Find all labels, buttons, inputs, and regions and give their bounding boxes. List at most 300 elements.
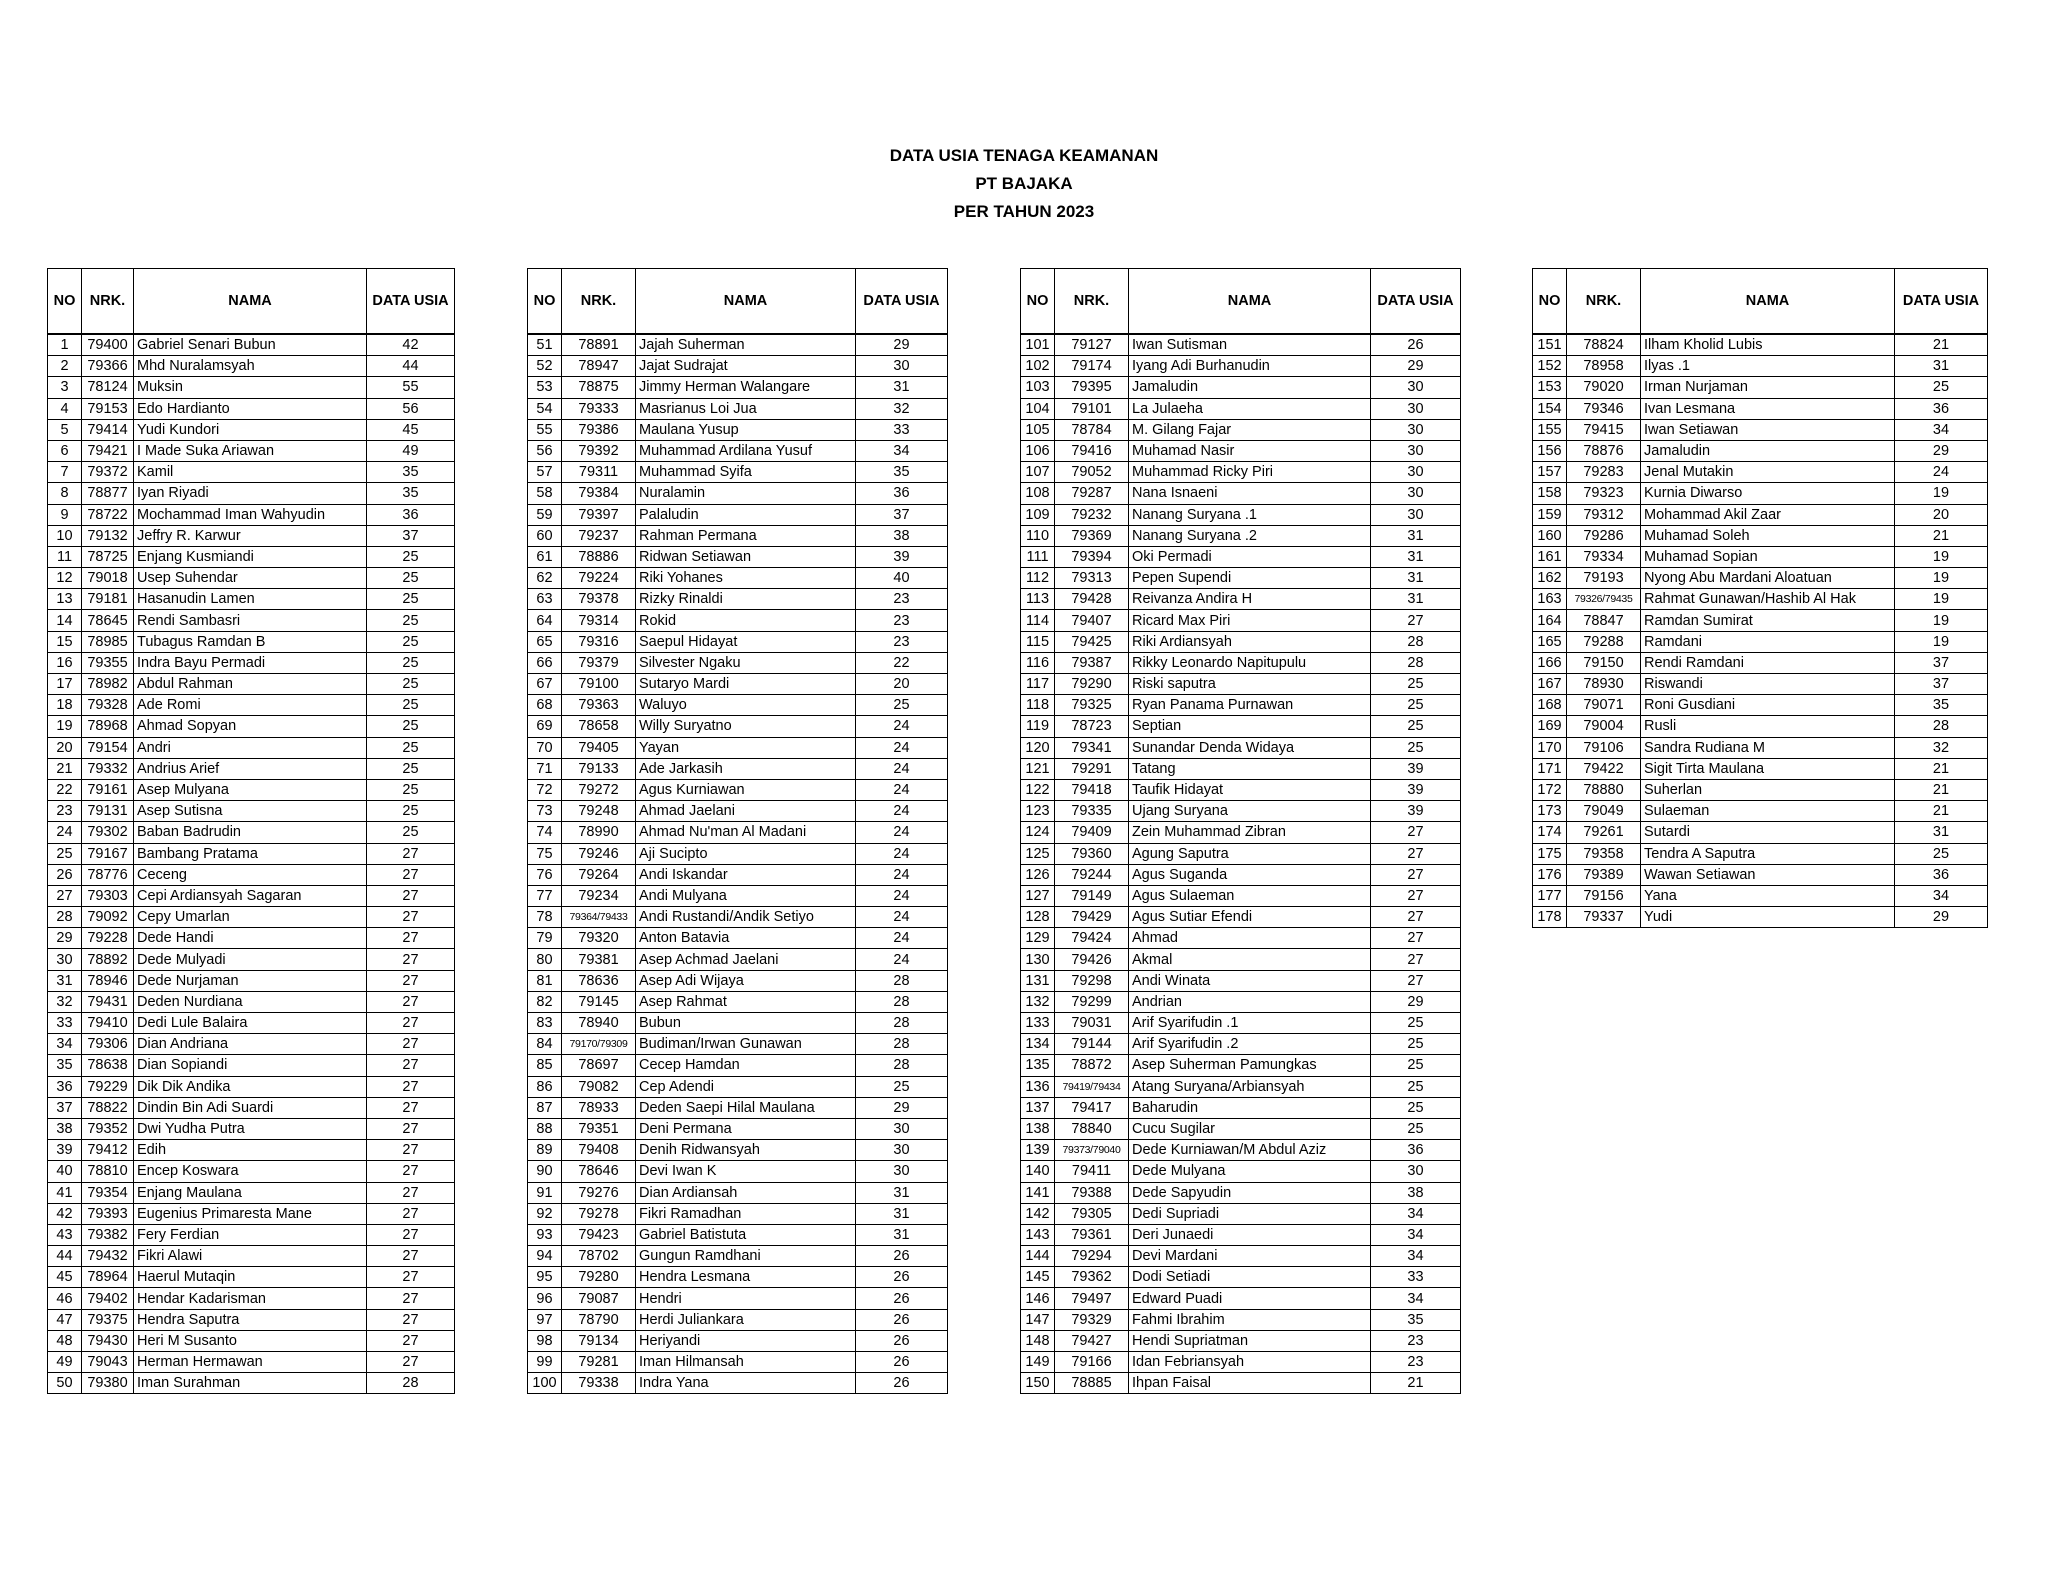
header-no: NO (1533, 269, 1567, 335)
row-nama: Edward Puadi (1129, 1288, 1371, 1309)
row-usia: 31 (856, 1203, 948, 1224)
table-row (48, 377, 455, 398)
row-nama: Muhammad Ardilana Yusuf (636, 440, 856, 461)
table-row (528, 1352, 948, 1373)
table-row (528, 758, 948, 779)
table-row (1021, 398, 1461, 419)
row-nama: Riki Yohanes (636, 568, 856, 589)
row-no: 149 (1021, 1352, 1055, 1373)
row-nrk: 78810 (82, 1161, 134, 1182)
row-no: 5 (48, 419, 82, 440)
row-usia: 24 (856, 949, 948, 970)
row-nama: Aji Sucipto (636, 843, 856, 864)
row-nama: Tubagus Ramdan B (134, 631, 367, 652)
row-usia: 25 (367, 779, 455, 800)
row-usia: 39 (1371, 758, 1461, 779)
row-usia: 28 (1895, 716, 1988, 737)
row-nama: Deden Nurdiana (134, 991, 367, 1012)
row-usia: 39 (1371, 801, 1461, 822)
row-nrk: 79418 (1055, 779, 1129, 800)
row-usia: 30 (1371, 398, 1461, 419)
row-nama: Ahmad Sopyan (134, 716, 367, 737)
row-nrk: 79305 (1055, 1203, 1129, 1224)
row-nrk: 79052 (1055, 462, 1129, 483)
row-usia: 27 (367, 1055, 455, 1076)
table-row (528, 695, 948, 716)
header-nama: NAMA (134, 269, 367, 335)
row-nama: Hendi Supriatman (1129, 1330, 1371, 1351)
table-row (1533, 356, 1988, 377)
row-usia: 39 (856, 546, 948, 567)
row-no: 12 (48, 568, 82, 589)
table-row (1021, 1330, 1461, 1351)
row-nrk: 79497 (1055, 1288, 1129, 1309)
row-no: 72 (528, 779, 562, 800)
row-nrk: 79287 (1055, 483, 1129, 504)
row-usia: 28 (1371, 652, 1461, 673)
table-row (528, 928, 948, 949)
row-nrk: 79402 (82, 1288, 134, 1309)
table-row (48, 462, 455, 483)
row-nama: Yana (1641, 885, 1895, 906)
row-nama: Asep Sutisna (134, 801, 367, 822)
row-nrk: 79299 (1055, 991, 1129, 1012)
header-nrk: NRK. (82, 269, 134, 335)
row-no: 83 (528, 1013, 562, 1034)
row-nama: Kurnia Diwarso (1641, 483, 1895, 504)
table-row (1021, 377, 1461, 398)
row-no: 169 (1533, 716, 1567, 737)
table-row (528, 398, 948, 419)
row-usia: 25 (1371, 716, 1461, 737)
row-nrk: 78824 (1567, 334, 1641, 356)
row-nrk: 78968 (82, 716, 134, 737)
row-nama: Jamaludin (1129, 377, 1371, 398)
row-nama: Enjang Maulana (134, 1182, 367, 1203)
row-no: 53 (528, 377, 562, 398)
row-no: 65 (528, 631, 562, 652)
table-row (1533, 525, 1988, 546)
row-nama: Muhammad Ricky Piri (1129, 462, 1371, 483)
row-usia: 37 (856, 504, 948, 525)
row-nrk: 79100 (562, 674, 636, 695)
row-nrk: 79313 (1055, 568, 1129, 589)
row-nama: Asep Rahmat (636, 991, 856, 1012)
table-row (48, 949, 455, 970)
row-usia: 27 (367, 1309, 455, 1330)
row-nama: Rahman Permana (636, 525, 856, 546)
row-usia: 27 (367, 949, 455, 970)
row-nrk: 79414 (82, 419, 134, 440)
row-no: 37 (48, 1097, 82, 1118)
row-nrk: 79364/79433 (562, 907, 636, 928)
row-nrk: 78872 (1055, 1055, 1129, 1076)
table-row (528, 546, 948, 567)
table-row (48, 504, 455, 525)
row-no: 15 (48, 631, 82, 652)
row-nama: Palaludin (636, 504, 856, 525)
table-row (528, 483, 948, 504)
row-no: 114 (1021, 610, 1055, 631)
table-row (1021, 1034, 1461, 1055)
row-nrk: 79382 (82, 1224, 134, 1245)
row-no: 105 (1021, 419, 1055, 440)
row-nrk: 79409 (1055, 822, 1129, 843)
table-row (528, 356, 948, 377)
row-nama: Fikri Alawi (134, 1246, 367, 1267)
row-nama: Yayan (636, 737, 856, 758)
row-nrk: 79430 (82, 1330, 134, 1351)
row-no: 64 (528, 610, 562, 631)
row-nrk: 78638 (82, 1055, 134, 1076)
table-row (1533, 546, 1988, 567)
row-nama: Rokid (636, 610, 856, 631)
row-nrk: 78697 (562, 1055, 636, 1076)
row-nama: Agus Sutiar Efendi (1129, 907, 1371, 928)
row-no: 177 (1533, 885, 1567, 906)
row-nama: M. Gilang Fajar (1129, 419, 1371, 440)
table-row (1021, 1076, 1461, 1097)
row-usia: 27 (1371, 864, 1461, 885)
row-nama: Iman Hilmansah (636, 1352, 856, 1373)
row-nrk: 78958 (1567, 356, 1641, 377)
row-nrk: 79082 (562, 1076, 636, 1097)
row-usia: 30 (856, 356, 948, 377)
row-nrk: 79392 (562, 440, 636, 461)
row-usia: 31 (1371, 589, 1461, 610)
row-no: 159 (1533, 504, 1567, 525)
row-nrk: 79425 (1055, 631, 1129, 652)
row-nama: Riski saputra (1129, 674, 1371, 695)
row-usia: 49 (367, 440, 455, 461)
header-nama: NAMA (1129, 269, 1371, 335)
row-usia: 24 (856, 864, 948, 885)
row-no: 111 (1021, 546, 1055, 567)
row-nrk: 78933 (562, 1097, 636, 1118)
table-row (1021, 504, 1461, 525)
row-usia: 30 (1371, 377, 1461, 398)
row-nrk: 79354 (82, 1182, 134, 1203)
table-row (528, 1203, 948, 1224)
table-row (528, 525, 948, 546)
row-nrk: 79355 (82, 652, 134, 673)
row-nrk: 79411 (1055, 1161, 1129, 1182)
table-row (48, 1288, 455, 1309)
row-nama: Dodi Setiadi (1129, 1267, 1371, 1288)
row-usia: 23 (1371, 1330, 1461, 1351)
row-no: 101 (1021, 334, 1055, 356)
row-usia: 34 (1371, 1288, 1461, 1309)
row-usia: 30 (1371, 440, 1461, 461)
row-nrk: 79428 (1055, 589, 1129, 610)
table-row (1021, 1267, 1461, 1288)
row-no: 166 (1533, 652, 1567, 673)
row-no: 31 (48, 970, 82, 991)
row-nrk: 79412 (82, 1140, 134, 1161)
row-nrk: 79288 (1567, 631, 1641, 652)
row-usia: 37 (1895, 674, 1988, 695)
row-usia: 25 (367, 674, 455, 695)
row-nrk: 79325 (1055, 695, 1129, 716)
row-nrk: 78885 (1055, 1373, 1129, 1394)
row-usia: 22 (856, 652, 948, 673)
row-nrk: 78645 (82, 610, 134, 631)
table-row (1533, 779, 1988, 800)
row-nrk: 78880 (1567, 779, 1641, 800)
table-row (48, 928, 455, 949)
row-usia: 37 (367, 525, 455, 546)
table-row (48, 1330, 455, 1351)
header-usia: DATA USIA (1895, 269, 1988, 335)
row-no: 52 (528, 356, 562, 377)
row-nama: Riswandi (1641, 674, 1895, 695)
table-row (1021, 843, 1461, 864)
row-nrk: 79092 (82, 907, 134, 928)
table-row (1021, 1140, 1461, 1161)
row-nama: Ramdani (1641, 631, 1895, 652)
row-no: 18 (48, 695, 82, 716)
row-nrk: 79427 (1055, 1330, 1129, 1351)
row-usia: 21 (1371, 1373, 1461, 1394)
row-nama: Dede Kurniawan/M Abdul Aziz (1129, 1140, 1371, 1161)
table-row (528, 970, 948, 991)
row-nama: Muhammad Syifa (636, 462, 856, 483)
row-usia: 31 (1371, 568, 1461, 589)
table-row (1021, 1182, 1461, 1203)
row-usia: 26 (856, 1267, 948, 1288)
row-no: 45 (48, 1267, 82, 1288)
row-no: 109 (1021, 504, 1055, 525)
row-usia: 23 (856, 631, 948, 652)
row-usia: 27 (367, 1034, 455, 1055)
row-nama: Gabriel Batistuta (636, 1224, 856, 1245)
row-usia: 37 (1895, 652, 1988, 673)
header-nrk: NRK. (1055, 269, 1129, 335)
row-nama: Herdi Juliankara (636, 1309, 856, 1330)
row-no: 160 (1533, 525, 1567, 546)
row-no: 121 (1021, 758, 1055, 779)
row-no: 107 (1021, 462, 1055, 483)
table-row (1533, 737, 1988, 758)
row-usia: 28 (856, 1055, 948, 1076)
row-no: 157 (1533, 462, 1567, 483)
row-nama: Ceceng (134, 864, 367, 885)
row-nrk: 79278 (562, 1203, 636, 1224)
row-no: 145 (1021, 1267, 1055, 1288)
row-nrk: 79373/79040 (1055, 1140, 1129, 1161)
row-no: 92 (528, 1203, 562, 1224)
data-table-4 (1532, 268, 1988, 928)
table-row (1021, 695, 1461, 716)
row-nama: Sandra Rudiana M (1641, 737, 1895, 758)
row-usia: 39 (1371, 779, 1461, 800)
row-nrk: 79431 (82, 991, 134, 1012)
row-nama: Heri M Susanto (134, 1330, 367, 1351)
row-no: 115 (1021, 631, 1055, 652)
row-nrk: 78875 (562, 377, 636, 398)
row-nrk: 79378 (562, 589, 636, 610)
table-row (48, 779, 455, 800)
table-row (528, 1055, 948, 1076)
row-usia: 25 (1895, 377, 1988, 398)
row-nama: Asep Mulyana (134, 779, 367, 800)
row-no: 122 (1021, 779, 1055, 800)
row-no: 146 (1021, 1288, 1055, 1309)
row-nama: Dede Mulyana (1129, 1161, 1371, 1182)
row-nama: Tatang (1129, 758, 1371, 779)
row-no: 96 (528, 1288, 562, 1309)
table-row (1533, 589, 1988, 610)
row-no: 76 (528, 864, 562, 885)
row-nama: Kamil (134, 462, 367, 483)
row-nama: Cucu Sugilar (1129, 1118, 1371, 1139)
row-nama: Enjang Kusmiandi (134, 546, 367, 567)
row-no: 28 (48, 907, 82, 928)
row-nama: Septian (1129, 716, 1371, 737)
row-nama: Andrian (1129, 991, 1371, 1012)
row-nrk: 79149 (1055, 885, 1129, 906)
row-no: 85 (528, 1055, 562, 1076)
row-nama: Agung Saputra (1129, 843, 1371, 864)
table-row (1021, 737, 1461, 758)
row-nama: Iyan Riyadi (134, 483, 367, 504)
row-usia: 27 (1371, 822, 1461, 843)
table-row (48, 652, 455, 673)
row-usia: 27 (367, 1224, 455, 1245)
table-row (48, 822, 455, 843)
row-nrk: 79311 (562, 462, 636, 483)
row-nama: Mochammad Iman Wahyudin (134, 504, 367, 525)
row-nrk: 79228 (82, 928, 134, 949)
row-nrk: 79154 (82, 737, 134, 758)
row-no: 155 (1533, 419, 1567, 440)
row-usia: 27 (1371, 610, 1461, 631)
row-usia: 27 (367, 885, 455, 906)
row-nama: Dwi Yudha Putra (134, 1118, 367, 1139)
row-nrk: 78723 (1055, 716, 1129, 737)
row-usia: 27 (1371, 949, 1461, 970)
row-nrk: 79386 (562, 419, 636, 440)
row-nama: Andi Rustandi/Andik Setiyo (636, 907, 856, 928)
row-usia: 24 (856, 779, 948, 800)
table-row (528, 652, 948, 673)
table-row (48, 991, 455, 1012)
row-nama: Agus Sulaeman (1129, 885, 1371, 906)
row-no: 26 (48, 864, 82, 885)
row-no: 178 (1533, 907, 1567, 928)
table-row (48, 610, 455, 631)
row-nama: Yudi (1641, 907, 1895, 928)
row-nama: Ahmad (1129, 928, 1371, 949)
header-nama: NAMA (636, 269, 856, 335)
row-nama: Hasanudin Lamen (134, 589, 367, 610)
row-nrk: 79379 (562, 652, 636, 673)
row-no: 170 (1533, 737, 1567, 758)
row-no: 130 (1021, 949, 1055, 970)
row-nrk: 79298 (1055, 970, 1129, 991)
table-row (1533, 377, 1988, 398)
row-nrk: 79244 (1055, 864, 1129, 885)
table-row (48, 525, 455, 546)
table-row (1533, 462, 1988, 483)
table-row (1021, 907, 1461, 928)
table-row (1021, 546, 1461, 567)
row-no: 176 (1533, 864, 1567, 885)
row-nama: Bambang Pratama (134, 843, 367, 864)
table-row (528, 1161, 948, 1182)
row-no: 79 (528, 928, 562, 949)
row-no: 129 (1021, 928, 1055, 949)
row-usia: 40 (856, 568, 948, 589)
row-no: 125 (1021, 843, 1055, 864)
row-nrk: 79380 (82, 1373, 134, 1394)
row-usia: 27 (1371, 885, 1461, 906)
row-no: 148 (1021, 1330, 1055, 1351)
row-no: 6 (48, 440, 82, 461)
row-nama: Edih (134, 1140, 367, 1161)
row-nrk: 78877 (82, 483, 134, 504)
row-nama: Ade Romi (134, 695, 367, 716)
row-nrk: 79049 (1567, 801, 1641, 822)
row-no: 128 (1021, 907, 1055, 928)
header-nama: NAMA (1641, 269, 1895, 335)
table-row (528, 1309, 948, 1330)
table-row (528, 1076, 948, 1097)
row-nama: Taufik Hidayat (1129, 779, 1371, 800)
row-usia: 29 (1371, 991, 1461, 1012)
row-usia: 26 (856, 1246, 948, 1267)
table-row (1533, 716, 1988, 737)
row-no: 22 (48, 779, 82, 800)
table-row (48, 568, 455, 589)
row-nama: Eugenius Primaresta Mane (134, 1203, 367, 1224)
row-no: 47 (48, 1309, 82, 1330)
row-nrk: 79020 (1567, 377, 1641, 398)
row-nama: Yudi Kundori (134, 419, 367, 440)
document-title: DATA USIA TENAGA KEAMANAN (889, 146, 1159, 165)
table-row (1533, 864, 1988, 885)
table-row (48, 716, 455, 737)
row-nama: Andi Iskandar (636, 864, 856, 885)
row-nama: Riki Ardiansyah (1129, 631, 1371, 652)
row-nama: Andrius Arief (134, 758, 367, 779)
row-nrk: 78776 (82, 864, 134, 885)
row-nrk: 79144 (1055, 1034, 1129, 1055)
row-nrk: 78725 (82, 546, 134, 567)
row-nama: Nanang Suryana .1 (1129, 504, 1371, 525)
row-nrk: 79408 (562, 1140, 636, 1161)
table-row (1021, 1118, 1461, 1139)
row-nama: Nyong Abu Mardani Aloatuan (1641, 568, 1895, 589)
row-usia: 19 (1895, 483, 1988, 504)
row-no: 38 (48, 1118, 82, 1139)
row-nrk: 79369 (1055, 525, 1129, 546)
row-no: 103 (1021, 377, 1055, 398)
row-nrk: 79381 (562, 949, 636, 970)
row-usia: 28 (856, 1034, 948, 1055)
row-nrk: 79323 (1567, 483, 1641, 504)
row-nrk: 79328 (82, 695, 134, 716)
row-usia: 24 (856, 758, 948, 779)
row-usia: 26 (1371, 334, 1461, 356)
row-usia: 25 (1371, 1034, 1461, 1055)
row-nama: Reivanza Andira H (1129, 589, 1371, 610)
table-row (1021, 1373, 1461, 1394)
row-no: 102 (1021, 356, 1055, 377)
row-nama: Hendra Saputra (134, 1309, 367, 1330)
row-nrk: 79329 (1055, 1309, 1129, 1330)
table-row (48, 1118, 455, 1139)
